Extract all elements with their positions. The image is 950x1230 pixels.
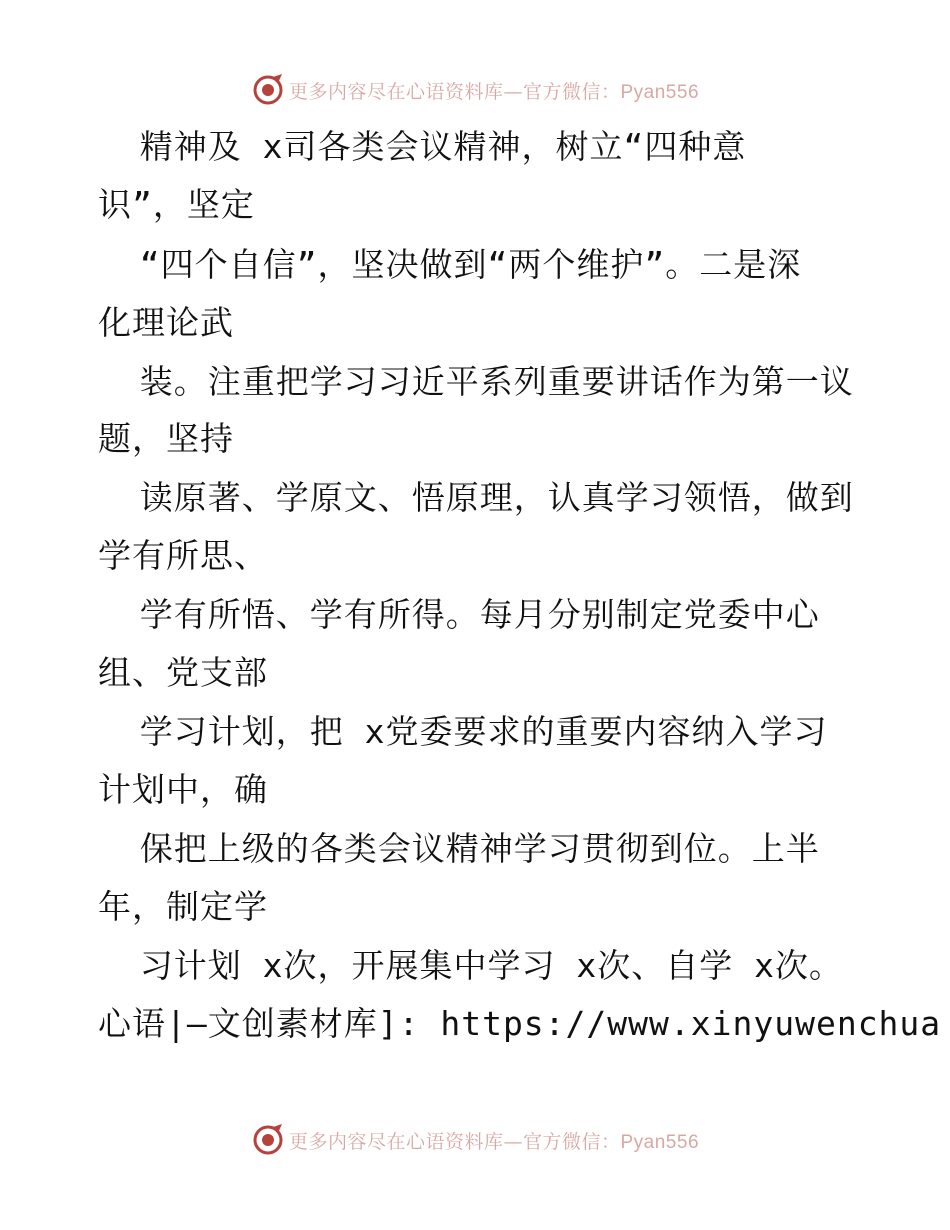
- body-line: 化理论武: [98, 303, 234, 342]
- footer-watermark: [0, 1120, 950, 1160]
- body-line: 保把上级的各类会议精神学习贯彻到位。上半: [98, 829, 820, 868]
- header-watermark: [0, 70, 950, 110]
- body-line: “四个自信”，坚决做到“两个维护”。二是深: [98, 245, 802, 284]
- footer-watermark-label: 更多内容尽在心语资料库—官方微信：: [288, 1130, 621, 1153]
- footer-watermark-inner: [251, 1123, 699, 1157]
- header-watermark-label: 更多内容尽在心语资料库—官方微信：: [288, 80, 621, 103]
- body-line: 识”，坚定: [98, 185, 255, 224]
- footer-watermark-text: [289, 1127, 699, 1154]
- body-line: 年，制定学: [98, 887, 268, 926]
- header-watermark-text: [289, 77, 699, 104]
- header-watermark-inner: [251, 73, 699, 107]
- body-line: 学有所悟、学有所得。每月分别制定党委中心: [98, 595, 820, 634]
- body-line: 装。注重把学习习近平系列重要讲话作为第一议: [98, 362, 854, 401]
- body-line: 题，坚持: [98, 419, 234, 458]
- body-line: 读原著、学原文、悟原理，认真学习领悟，做到: [98, 478, 854, 517]
- body-line: 习计划 x次，开展集中学习 x次、自学 x次。: [98, 946, 843, 985]
- body-line: 精神及 x司各类会议精神，树立“四种意: [98, 127, 747, 166]
- body-line: 计划中，确: [98, 770, 268, 809]
- logo-icon: [251, 1123, 285, 1157]
- header-watermark-id: Pyan556: [620, 81, 700, 103]
- body-line: 学有所思、: [98, 536, 268, 575]
- logo-icon: [251, 73, 285, 107]
- footer-watermark-id: Pyan556: [620, 1131, 700, 1153]
- body-line: 心语|—文创素材库]: https://www.xinyuwenchua: [98, 1004, 942, 1043]
- body-line: 组、党支部: [98, 653, 268, 692]
- body-line: 学习计划，把 x党委要求的重要内容纳入学习: [98, 712, 828, 751]
